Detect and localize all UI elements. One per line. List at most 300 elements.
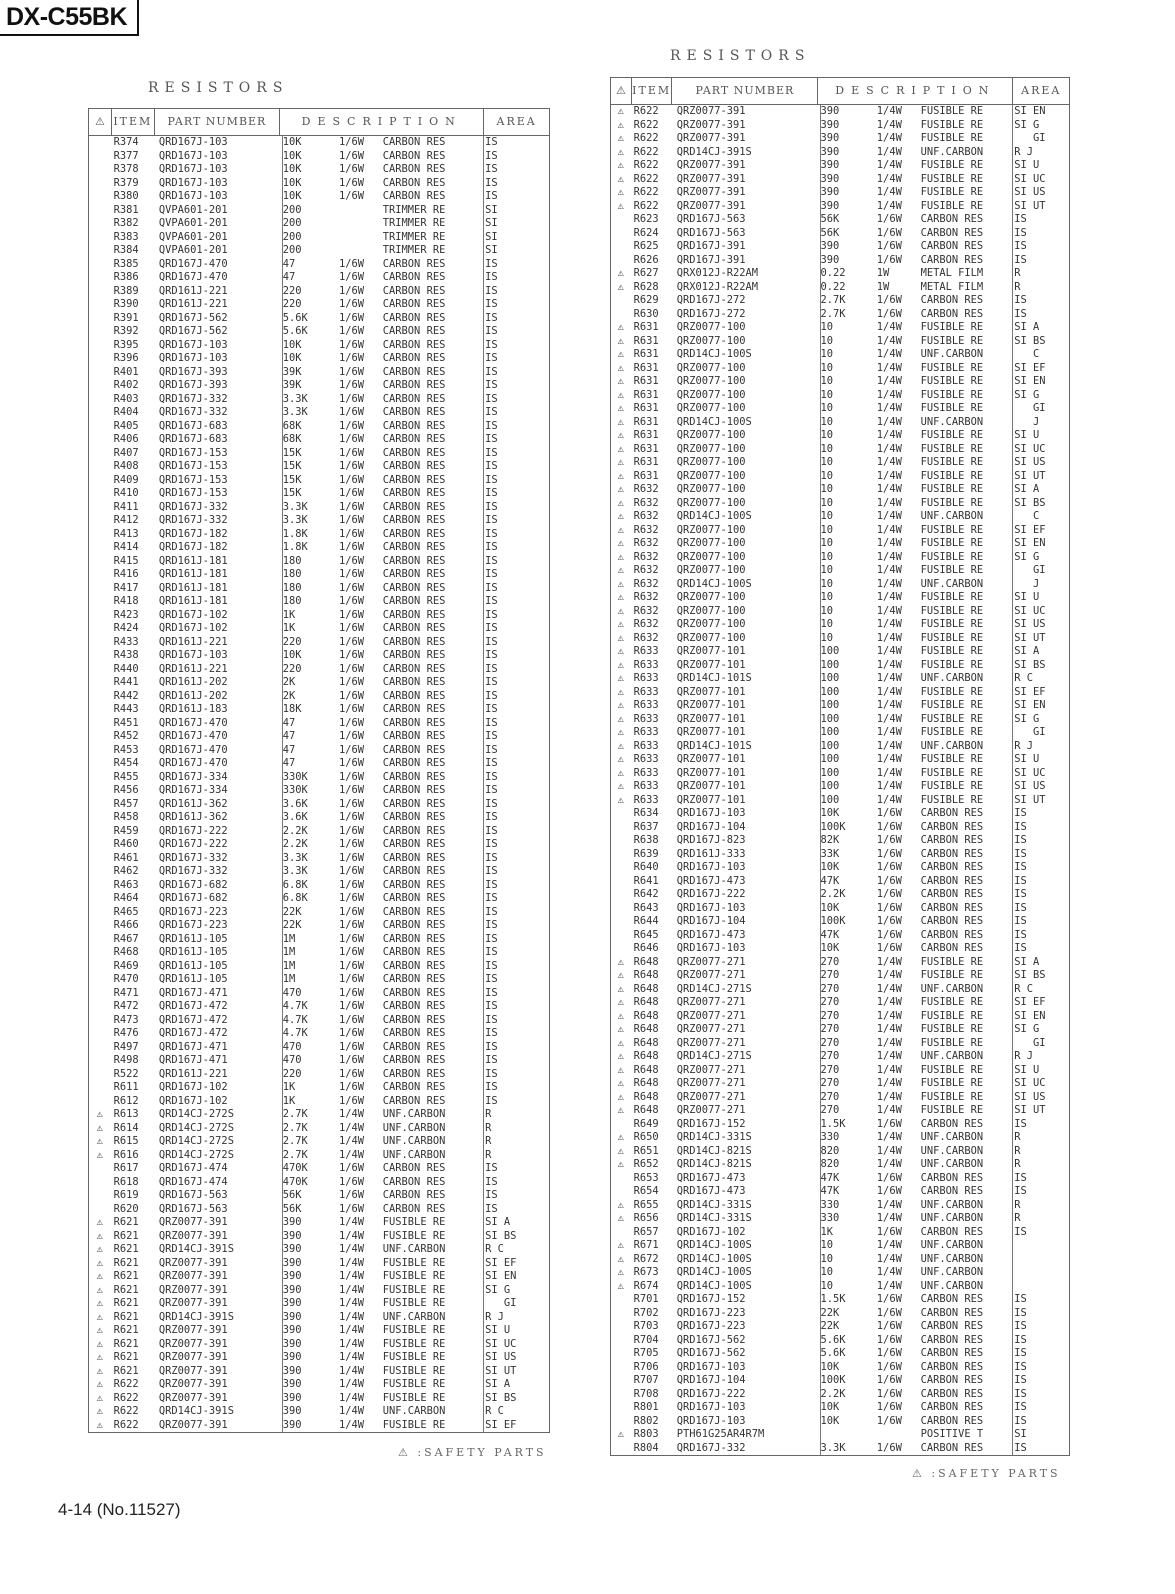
part-number: QRZ0077-391 (158, 1297, 228, 1309)
item-code: R433 (113, 635, 139, 648)
safety-header: ⚠ (89, 109, 112, 135)
area-code: C (1012, 348, 1069, 362)
area-code: SI EF (1012, 686, 1069, 700)
part-number: QRD161J-181 (158, 581, 228, 594)
table-row (611, 186, 1069, 200)
item-code: R702 (633, 1306, 659, 1319)
area-code: IS (483, 757, 549, 771)
part-number: QRD167J-474 (158, 1175, 228, 1188)
description: 15K 1/6W CARBON RES (282, 487, 483, 501)
safety-mark: ⚠ (617, 402, 624, 414)
area-code: IS (483, 447, 549, 461)
area-code: SI UC (483, 1338, 549, 1352)
part-number: QRD167J-153 (158, 460, 228, 472)
item-code: R403 (113, 392, 139, 405)
table-row (611, 173, 1069, 187)
item-code: R632 (633, 564, 659, 576)
safety-mark (611, 1401, 631, 1415)
table-row (611, 1172, 1069, 1186)
description: 390 1/4W FUSIBLE RE (820, 132, 1013, 146)
item-code: R621 (113, 1229, 139, 1242)
item-code: R616 (113, 1148, 139, 1161)
part-number: QRD161J-221 (158, 662, 228, 675)
area-code: IS (483, 339, 549, 353)
description: 390 1/4W UNF.CARBON (282, 1405, 483, 1419)
table-row (89, 879, 549, 893)
description: 10K 1/6W CARBON RES (282, 163, 483, 177)
area-code: IS (1012, 821, 1069, 835)
item-code: R458 (113, 811, 139, 823)
table-row (89, 1122, 549, 1136)
description: 100 1/4W FUSIBLE RE (820, 645, 1013, 659)
description: 3.3K 1/6W CARBON RES (820, 1442, 1013, 1456)
part-number: QRD167J-332 (676, 1441, 746, 1454)
area-code: R (483, 1149, 549, 1163)
table-row (611, 1131, 1069, 1145)
item-code: R461 (113, 851, 139, 864)
part-number: QRZ0077-100 (676, 429, 746, 441)
area-code: IS (1012, 1401, 1069, 1415)
table-row (611, 416, 1069, 430)
item-code: R655 (633, 1198, 659, 1211)
area-code: IS (483, 190, 549, 204)
part-number: QRZ0077-391 (158, 1324, 228, 1336)
part-number: QRD167J-563 (158, 1202, 228, 1215)
table-row (89, 609, 549, 623)
description: 10 1/4W UNF.CARBON (820, 578, 1013, 592)
part-number: QRZ0077-271 (676, 1009, 746, 1022)
safety-mark (611, 1388, 631, 1402)
safety-mark: ⚠ (96, 1243, 103, 1255)
safety-mark: ⚠ (617, 1090, 624, 1103)
part-number: QRD167J-470 (158, 271, 228, 283)
area-code: SI EF (1012, 996, 1069, 1010)
description: 390 1/4W FUSIBLE RE (282, 1419, 483, 1433)
description: 270 1/4W UNF.CARBON (820, 983, 1013, 997)
table-row (89, 919, 549, 933)
part-number: QRD14CJ-100S (676, 577, 752, 590)
item-code: R619 (113, 1189, 139, 1201)
safety-mark: ⚠ (617, 672, 624, 684)
description: 2K 1/6W CARBON RES (282, 690, 483, 704)
safety-mark: ⚠ (617, 375, 624, 387)
safety-mark (89, 1203, 111, 1217)
description: 390 1/4W FUSIBLE RE (282, 1378, 483, 1392)
table-row (89, 582, 549, 596)
safety-mark: ⚠ (617, 564, 624, 576)
description: 5.6K 1/6W CARBON RES (820, 1334, 1013, 1348)
table-row (611, 551, 1069, 565)
area-code: SI UC (1012, 1077, 1069, 1091)
item-code: R628 (633, 280, 659, 293)
safety-mark: ⚠ (617, 604, 624, 617)
part-number: QRD167J-223 (158, 919, 228, 931)
part-number: QRD167J-102 (158, 608, 228, 621)
table-row (611, 848, 1069, 862)
description: 820 1/4W UNF.CARBON (820, 1158, 1013, 1172)
item-code: R632 (633, 604, 659, 617)
part-number: QRD167J-332 (158, 514, 228, 526)
safety-mark: ⚠ (617, 1279, 624, 1292)
item-code: R468 (113, 946, 139, 958)
area-code: SI A (1012, 483, 1069, 497)
safety-mark (611, 1226, 631, 1240)
safety-mark (89, 366, 111, 380)
area-code: IS (483, 1000, 549, 1014)
area-code: IS (483, 460, 549, 474)
description: 10 1/4W UNF.CARBON (820, 1280, 1013, 1294)
part-number: QRD167J-222 (158, 824, 228, 837)
item-code: R633 (633, 739, 659, 752)
area-code: SI UT (1012, 200, 1069, 214)
area-code: R (483, 1108, 549, 1122)
part-number: QRD167J-682 (158, 878, 228, 891)
item-code: R706 (633, 1360, 659, 1373)
area-code: SI EN (1012, 105, 1069, 119)
description: 10K 1/6W CARBON RES (282, 352, 483, 366)
safety-mark (89, 636, 111, 650)
description: 18K 1/6W CARBON RES (282, 703, 483, 717)
item-code: R631 (633, 429, 659, 441)
item-code: R618 (113, 1175, 139, 1188)
area-code: IS (483, 352, 549, 366)
part-number: QRD167J-103 (158, 338, 228, 351)
area-code: SI US (483, 1351, 549, 1365)
item-code: R424 (113, 622, 139, 634)
table-row (89, 1149, 549, 1163)
item-code: R378 (113, 163, 139, 175)
item-code: R646 (633, 942, 659, 954)
description: 1.8K 1/6W CARBON RES (282, 541, 483, 555)
part-number: QRX012J-R22AM (676, 267, 759, 279)
table-row (611, 1050, 1069, 1064)
part-number: QRD161J-183 (158, 703, 228, 715)
table-row (89, 1000, 549, 1014)
table-row (611, 362, 1069, 376)
area-code: IS (483, 690, 549, 704)
item-code: R462 (113, 865, 139, 877)
description: 10K 1/6W CARBON RES (820, 1361, 1013, 1375)
part-number: QRD167J-182 (158, 541, 228, 553)
description: 22K 1/6W CARBON RES (820, 1307, 1013, 1321)
table-row (611, 1239, 1069, 1253)
description: 10 1/4W FUSIBLE RE (820, 375, 1013, 389)
table-row (611, 105, 1069, 119)
part-number: QRZ0077-101 (676, 645, 746, 657)
description: 10 1/4W FUSIBLE RE (820, 389, 1013, 403)
area-code: IS (1012, 308, 1069, 322)
safety-mark: ⚠ (617, 334, 624, 347)
area-code: SI U (1012, 429, 1069, 443)
description: 1K 1/6W CARBON RES (282, 609, 483, 623)
area-code: SI EN (1012, 375, 1069, 389)
table-row (89, 825, 549, 839)
description: 100K 1/6W CARBON RES (820, 915, 1013, 929)
item-code: R648 (633, 996, 659, 1008)
part-number: QRZ0077-101 (676, 753, 746, 765)
part-number: QRZ0077-100 (676, 618, 746, 630)
part-number: QRD167J-563 (676, 213, 746, 225)
area-code: IS (483, 1027, 549, 1041)
area-code: SI U (1012, 1064, 1069, 1078)
area-code: R (1012, 1212, 1069, 1226)
table-row (89, 1392, 549, 1406)
safety-mark (89, 1081, 111, 1095)
description: 390 1/4W FUSIBLE RE (820, 200, 1013, 214)
safety-mark (89, 352, 111, 366)
table-row (89, 1176, 549, 1190)
area-code: SI EN (1012, 699, 1069, 713)
safety-mark (89, 1054, 111, 1068)
safety-mark: ⚠ (617, 523, 624, 536)
item-code: R631 (633, 456, 659, 468)
part-number: QRZ0077-391 (158, 1270, 228, 1282)
table-row (611, 443, 1069, 457)
table-row (89, 379, 549, 393)
table-row (89, 730, 549, 744)
area-code: SI US (1012, 780, 1069, 794)
part-number: QRD167J-102 (158, 1081, 228, 1093)
item-code: R408 (113, 460, 139, 472)
safety-mark (611, 1320, 631, 1334)
item-code: R627 (633, 267, 659, 279)
part-number: QRZ0077-271 (676, 1063, 746, 1076)
part-number: QRZ0077-271 (676, 1104, 746, 1116)
area-code: C (1012, 510, 1069, 524)
description: 390 1/4W UNF.CARBON (282, 1243, 483, 1257)
safety-mark (611, 902, 631, 916)
item-code: R620 (113, 1202, 139, 1215)
table-row (89, 217, 549, 231)
table-row (611, 1010, 1069, 1024)
area-code: IS (483, 717, 549, 731)
safety-mark (89, 244, 111, 258)
table-row (89, 595, 549, 609)
item-code: R379 (113, 176, 139, 189)
part-number: QRZ0077-100 (676, 442, 746, 455)
table-row (611, 861, 1069, 875)
table-row (89, 420, 549, 434)
item-code: R632 (633, 537, 659, 549)
safety-mark (89, 541, 111, 555)
part-number: QRD161J-333 (676, 847, 746, 860)
safety-mark (611, 861, 631, 875)
part-number: QRD161J-221 (158, 284, 228, 297)
area-code: SI G (1012, 119, 1069, 133)
table-row (611, 996, 1069, 1010)
description: 56K 1/6W CARBON RES (820, 213, 1013, 227)
safety-mark: ⚠ (617, 415, 624, 428)
area-code: IS (483, 663, 549, 677)
item-code: R631 (633, 348, 659, 360)
table-row (611, 1347, 1069, 1361)
table-row (89, 393, 549, 407)
safety-mark: ⚠ (617, 172, 624, 185)
description: 2.2K 1/6W CARBON RES (282, 838, 483, 852)
description: 10K 1/6W CARBON RES (282, 339, 483, 353)
left-parts-table (88, 108, 550, 1433)
safety-mark: ⚠ (96, 1283, 103, 1296)
description: 390 1/4W FUSIBLE RE (820, 173, 1013, 187)
safety-mark (89, 1000, 111, 1014)
description: 3.6K 1/6W CARBON RES (282, 798, 483, 812)
item-code: R631 (633, 415, 659, 428)
area-code: R (1012, 281, 1069, 295)
part-number: QRD14CJ-100S (676, 510, 752, 522)
safety-mark (89, 231, 111, 245)
part-number: QRD14CJ-272S (158, 1148, 234, 1161)
description: 4.7K 1/6W CARBON RES (282, 1014, 483, 1028)
description: 390 1/4W UNF.CARBON (820, 146, 1013, 160)
table-row (89, 568, 549, 582)
description: 10K 1/6W CARBON RES (282, 649, 483, 663)
area-code: IS (1012, 848, 1069, 862)
area-code: IS (1012, 942, 1069, 956)
safety-mark: ⚠ (617, 321, 624, 333)
description: 180 1/6W CARBON RES (282, 582, 483, 596)
item-code: R648 (633, 1036, 659, 1049)
table-row (611, 159, 1069, 173)
part-number: QRZ0077-100 (676, 361, 746, 374)
area-code: SI G (483, 1284, 549, 1298)
item-code: R631 (633, 375, 659, 387)
table-row (611, 875, 1069, 889)
model-number: DX-C55BK (0, 0, 139, 36)
area-code: GI (1012, 564, 1069, 578)
area-code: IS (483, 285, 549, 299)
area-code: IS (483, 798, 549, 812)
area-code: SI U (1012, 159, 1069, 173)
description: 200 TRIMMER RE (282, 204, 483, 218)
table-row (611, 1064, 1069, 1078)
safety-mark (89, 177, 111, 191)
safety-mark (89, 555, 111, 569)
part-number: QRD167J-471 (158, 1054, 228, 1066)
area-code: IS (483, 1068, 549, 1082)
safety-mark (89, 757, 111, 771)
table-row (89, 433, 549, 447)
description: 2.2K 1/6W CARBON RES (820, 1388, 1013, 1402)
part-number: QRZ0077-101 (676, 699, 746, 711)
item-code: R622 (633, 105, 659, 117)
item-code: R414 (113, 541, 139, 553)
item-code: R451 (113, 716, 139, 729)
item-code: R621 (113, 1351, 139, 1363)
description: 2.7K 1/4W UNF.CARBON (282, 1135, 483, 1149)
description: 10 1/4W FUSIBLE RE (820, 564, 1013, 578)
safety-mark: ⚠ (96, 1256, 103, 1269)
part-number: QRD14CJ-100S (676, 1279, 752, 1292)
table-row (611, 1401, 1069, 1415)
item-code: R631 (633, 442, 659, 455)
safety-mark (89, 217, 111, 231)
part-number: QRZ0077-100 (676, 496, 746, 509)
description: 10 1/4W UNF.CARBON (820, 1239, 1013, 1253)
description: 2.7K 1/4W UNF.CARBON (282, 1108, 483, 1122)
area-code: IS (483, 136, 549, 150)
part-number-header: PART NUMBER (155, 109, 280, 135)
safety-mark (89, 312, 111, 326)
description: 47 1/6W CARBON RES (282, 258, 483, 272)
safety-mark (89, 1162, 111, 1176)
item-code: R614 (113, 1121, 139, 1134)
part-number: QRZ0077-391 (158, 1364, 228, 1377)
description: 10 1/4W FUSIBLE RE (820, 429, 1013, 443)
description: 10 1/4W FUSIBLE RE (820, 591, 1013, 605)
area-code: SI G (1012, 551, 1069, 565)
part-number: QRD167J-102 (158, 1094, 228, 1107)
item-code: R621 (113, 1310, 139, 1323)
item-code: R622 (113, 1378, 139, 1390)
part-number: QRD167J-823 (676, 834, 746, 846)
item-code: R411 (113, 500, 139, 513)
item-header: ITEM (632, 78, 673, 104)
description: 47K 1/6W CARBON RES (820, 875, 1013, 889)
part-number: QRD167J-152 (676, 1117, 746, 1130)
part-number: QRD167J-103 (158, 176, 228, 189)
table-row (611, 726, 1069, 740)
item-code: R613 (113, 1108, 139, 1120)
part-number: QRD161J-221 (158, 298, 228, 310)
safety-mark: ⚠ (617, 1212, 624, 1224)
safety-mark: ⚠ (617, 442, 624, 455)
item-code: R621 (113, 1364, 139, 1377)
description: 3.3K 1/6W CARBON RES (282, 865, 483, 879)
description: 6.8K 1/6W CARBON RES (282, 892, 483, 906)
table-row (611, 1293, 1069, 1307)
part-number: QRD167J-683 (158, 419, 228, 432)
description: 56K 1/6W CARBON RES (282, 1189, 483, 1203)
area-code: IS (483, 541, 549, 555)
table-row (611, 983, 1069, 997)
safety-mark: ⚠ (617, 1131, 624, 1143)
description: 3.6K 1/6W CARBON RES (282, 811, 483, 825)
description: 470 1/6W CARBON RES (282, 987, 483, 1001)
item-code: R466 (113, 919, 139, 931)
table-row (89, 1378, 549, 1392)
part-number-header: PART NUMBER (672, 78, 818, 104)
item-code: R621 (113, 1243, 139, 1255)
table-row (89, 960, 549, 974)
area-code: IS (483, 393, 549, 407)
table-row (89, 1041, 549, 1055)
area-code: R (1012, 1131, 1069, 1145)
item-code: R463 (113, 878, 139, 891)
item-code: R385 (113, 257, 139, 270)
description: 10 1/4W FUSIBLE RE (820, 456, 1013, 470)
safety-mark (611, 929, 631, 943)
right-safety-footnote: ⚠ :SAFETY PARTS (912, 1467, 1061, 1480)
safety-mark: ⚠ (617, 1077, 624, 1089)
item-code: R410 (113, 487, 139, 499)
area-code: IS (1012, 875, 1069, 889)
description: 10 1/4W UNF.CARBON (820, 416, 1013, 430)
part-number: QRD167J-332 (158, 865, 228, 877)
area-code: IS (483, 838, 549, 852)
safety-mark (611, 1374, 631, 1388)
area-code: IS (483, 1081, 549, 1095)
item-code: R476 (113, 1027, 139, 1039)
area-code: SI EF (1012, 362, 1069, 376)
part-number: QRD167J-473 (676, 1185, 746, 1197)
table-row (611, 1361, 1069, 1375)
safety-mark: ⚠ (617, 591, 624, 603)
part-number: QRZ0077-101 (676, 712, 746, 725)
safety-mark (89, 730, 111, 744)
part-number: QRD14CJ-100S (676, 348, 752, 360)
area-code: SI BS (1012, 659, 1069, 673)
part-number: QRD167J-103 (158, 149, 228, 162)
